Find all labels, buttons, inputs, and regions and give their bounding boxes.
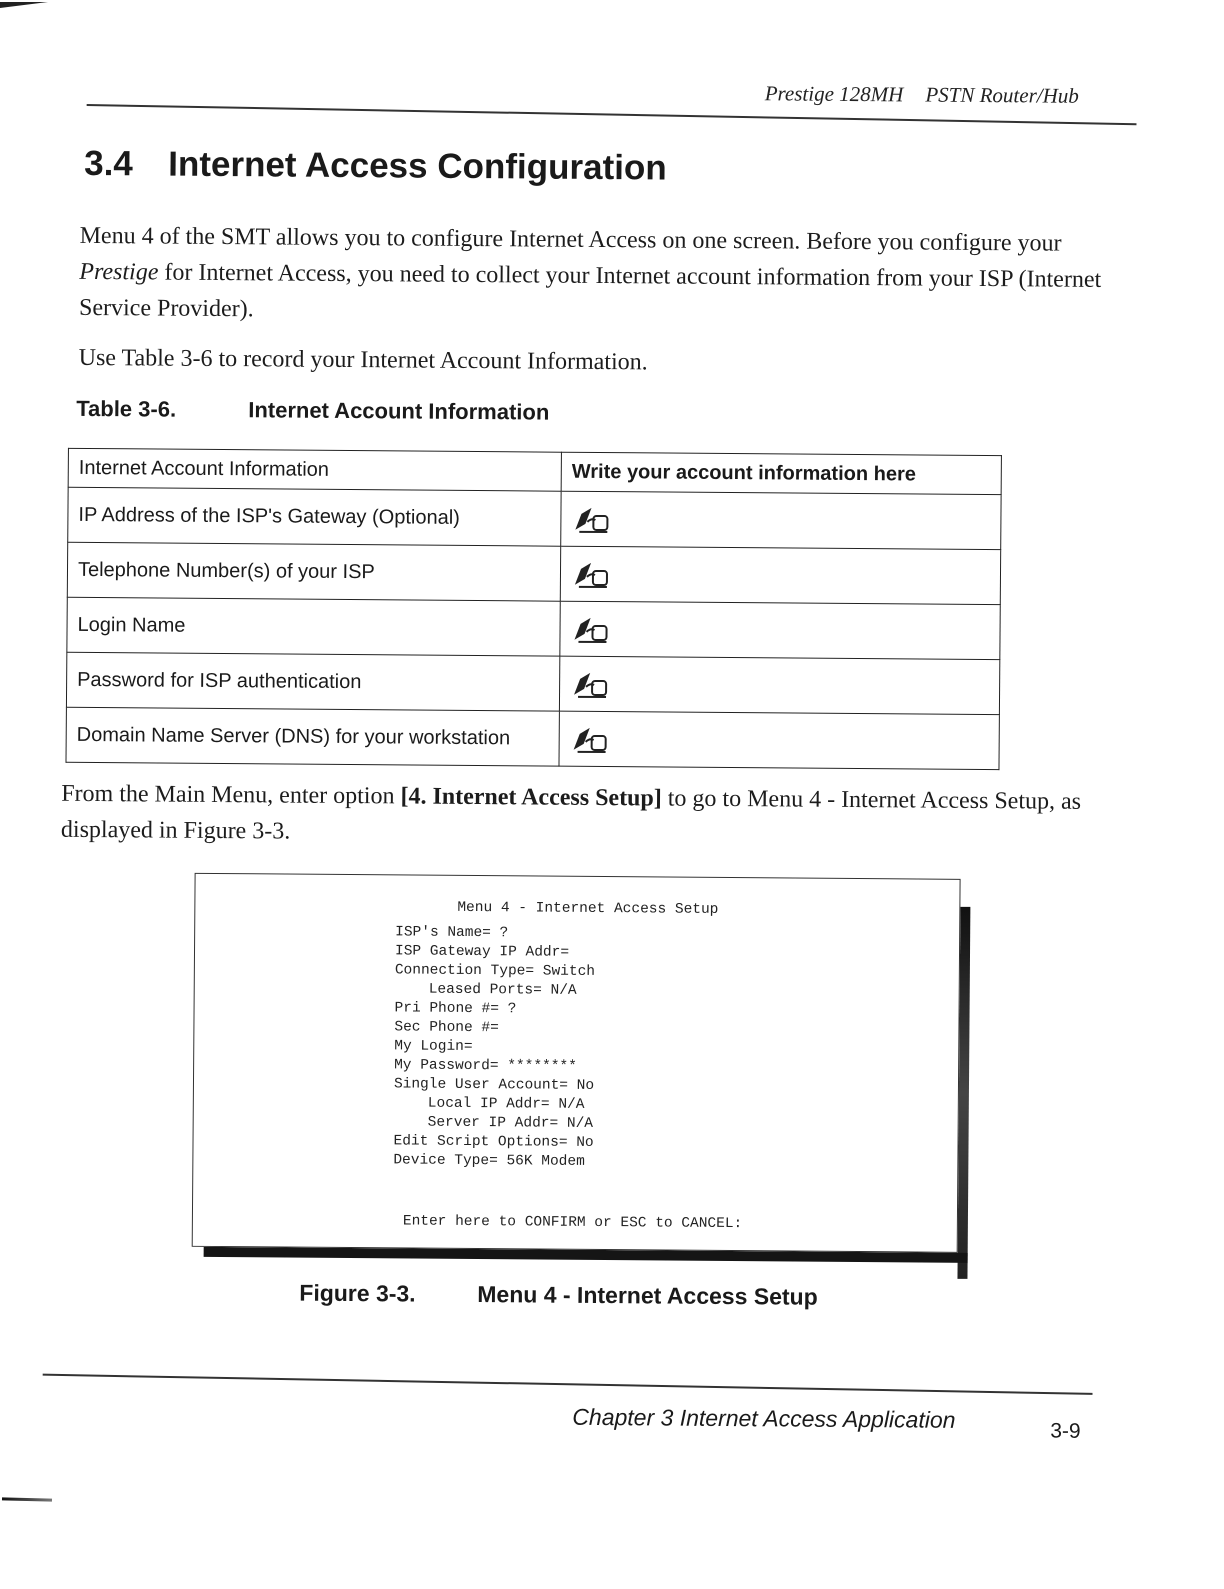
terminal-line: Local IP Addr= N/A — [427, 1095, 585, 1113]
terminal-line: My Password= ******** — [394, 1057, 577, 1075]
writing-hand-icon — [570, 614, 614, 644]
table-row — [68, 487, 1001, 549]
menu-option-bold: [4. Internet Access Setup] — [400, 783, 662, 812]
table-row — [67, 597, 1000, 659]
intro-text-b: for Internet Access, you need to collect your Internet account information from your ISP (Internet Service Provider). — [78, 259, 1102, 323]
terminal-title: Menu 4 - Internet Access Setup — [457, 899, 719, 918]
intro-text-a: Menu 4 of the SMT allows you to configure Internet Access on one screen. Before you configure your — [79, 222, 1062, 257]
footer-rule — [43, 1374, 1093, 1395]
writing-hand-icon — [571, 504, 615, 534]
writing-hand-icon — [571, 559, 615, 589]
section-title-text: Internet Access Configuration — [168, 144, 667, 188]
figure-title: Menu 4 - Internet Access Setup — [477, 1281, 818, 1310]
table-cell-write — [559, 711, 999, 769]
table-cell-write — [560, 546, 1000, 604]
table-header-info: Internet Account Information — [68, 448, 561, 491]
table-cell-label: Telephone Number(s) of your ISP — [67, 542, 560, 601]
terminal-line: Server IP Addr= N/A — [427, 1114, 594, 1132]
from-text-a: From the Main Menu, enter option — [61, 780, 401, 810]
terminal-line: Edit Script Options= No — [393, 1133, 594, 1151]
terminal-line: Device Type= 56K Modem — [393, 1152, 585, 1170]
figure-label: Figure 3-3. — [299, 1279, 416, 1307]
table-label: Table 3-6. — [76, 395, 177, 422]
terminal-line: ISP Gateway IP Addr= — [394, 943, 570, 961]
table-title: Internet Account Information — [248, 397, 550, 425]
table-cell-label: IP Address of the ISP's Gateway (Optional) — [68, 487, 561, 546]
terminal-line: Single User Account= No — [393, 1076, 595, 1094]
header-device: PSTN Router/Hub — [925, 82, 1079, 108]
figure-caption — [299, 1280, 818, 1311]
intro-paragraph — [79, 218, 1130, 334]
running-header — [765, 81, 1079, 108]
terminal-prompt: Enter here to CONFIRM or ESC to CANCEL: — [402, 1213, 743, 1233]
terminal-line: Leased Ports= N/A — [428, 981, 577, 999]
account-info-table — [65, 448, 1001, 770]
header-product: Prestige 128MH — [764, 81, 904, 107]
terminal-line: Sec Phone #= — [394, 1019, 499, 1037]
from-text-b: to go to Menu 4 - Internet Access Setup, as displayed in Figure 3-3. — [60, 785, 1082, 845]
terminal-line: Pri Phone #= ? — [394, 1000, 517, 1018]
intro-product-italic: Prestige — [79, 258, 159, 286]
terminal-line: ISP's Name= ? — [395, 924, 509, 942]
table-row — [66, 652, 999, 714]
terminal-line: My Login= — [394, 1038, 473, 1056]
writing-hand-icon — [570, 669, 614, 699]
table-cell-write — [561, 491, 1001, 549]
terminal-line: Connection Type= Switch — [394, 962, 596, 980]
from-main-menu-paragraph — [61, 776, 1112, 856]
table-cell-label: Login Name — [67, 597, 560, 656]
terminal-figure — [191, 873, 970, 1279]
section-number: 3.4 — [84, 143, 134, 184]
table-caption — [76, 396, 549, 426]
table-cell-write — [559, 656, 999, 714]
section-title — [84, 144, 667, 189]
use-table-paragraph: Use Table 3-6 to record your Internet Account Information. — [78, 344, 648, 376]
table-cell-label: Domain Name Server (DNS) for your workstation — [66, 707, 559, 766]
page-number: 3-9 — [1050, 1419, 1081, 1443]
table-cell-label: Password for ISP authentication — [66, 652, 559, 711]
footer-chapter: Chapter 3 Internet Access Application — [572, 1403, 956, 1433]
table-cell-write — [560, 601, 1000, 659]
writing-hand-icon — [570, 724, 614, 754]
terminal-screen — [192, 873, 961, 1253]
table-row — [67, 542, 1000, 604]
table-row — [66, 707, 999, 769]
table-header-write: Write your account information here — [561, 452, 1001, 494]
terminal-fields — [393, 923, 595, 1172]
